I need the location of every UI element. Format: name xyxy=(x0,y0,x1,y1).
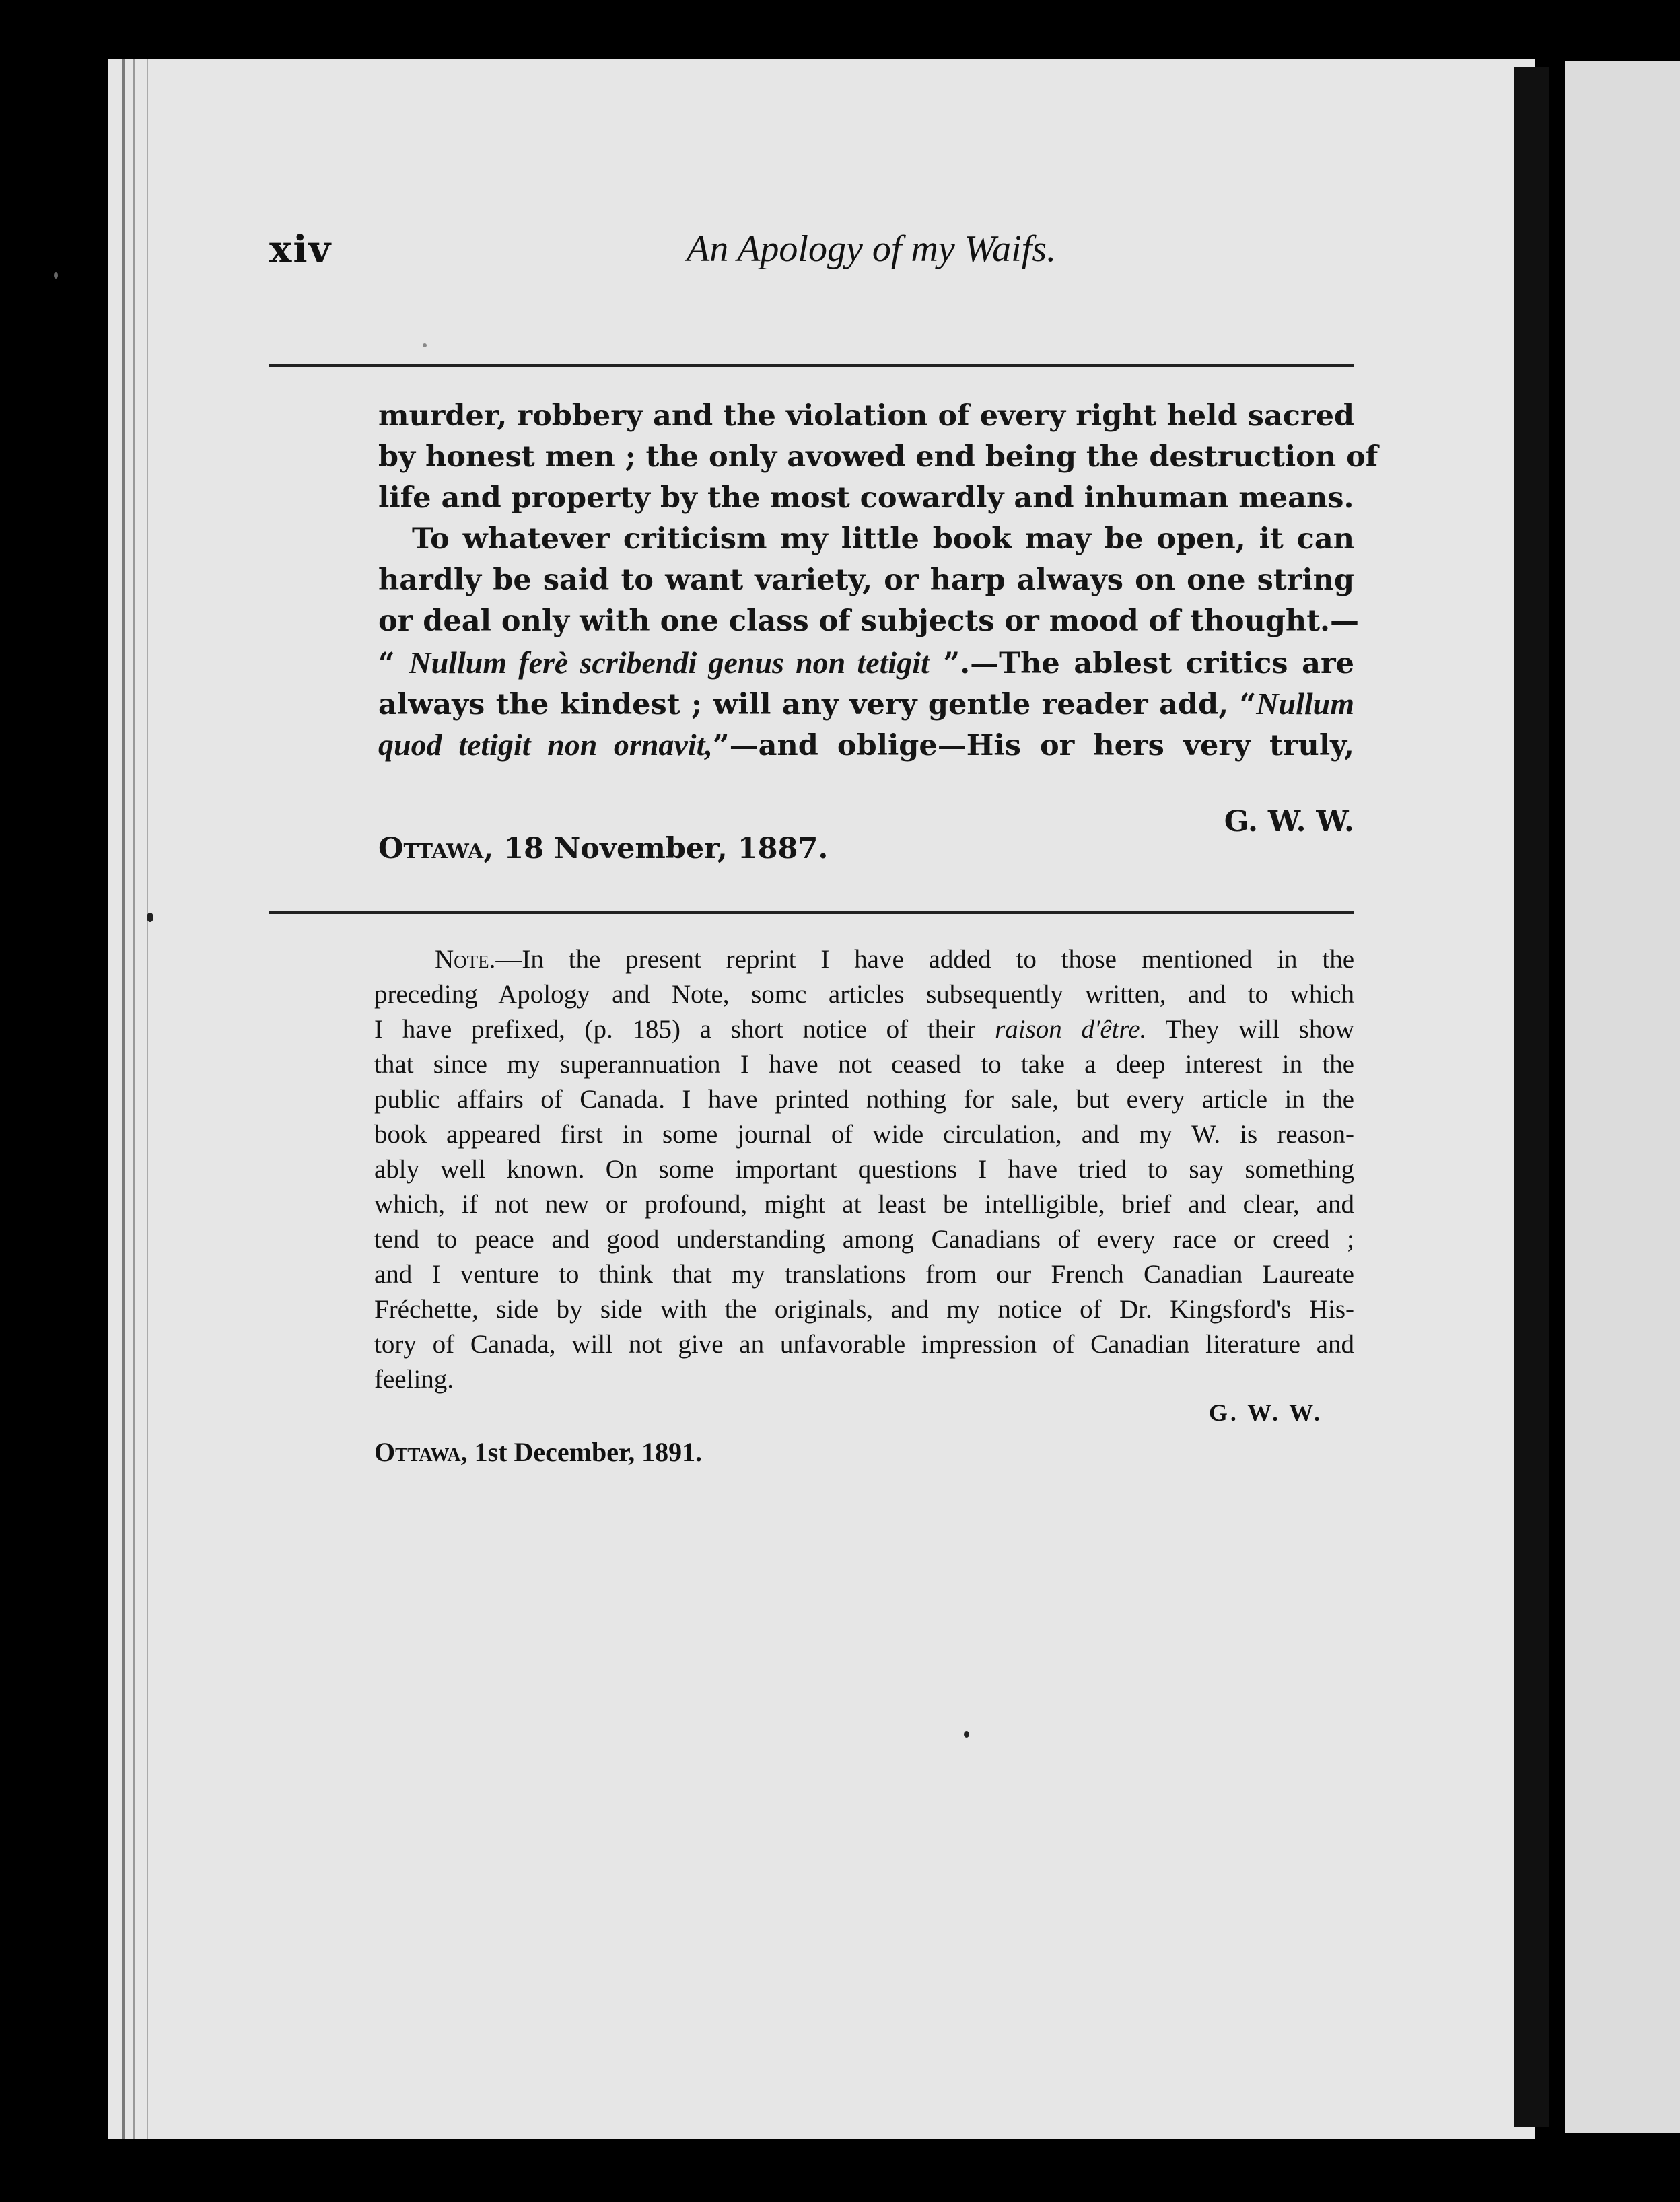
note-text xyxy=(374,942,1354,1397)
text-line: To whatever criticism my little book may be open, it can xyxy=(412,522,1354,556)
text-line xyxy=(378,683,1354,724)
text-line: by honest men ; the only avowed end being the destruction of xyxy=(378,440,1378,474)
open-quote: “ xyxy=(378,647,395,680)
dateline-date: 1st December, 1891. xyxy=(474,1437,703,1467)
text-line: life and property by the most cowardly and inhuman means. xyxy=(378,481,1354,515)
note-line: tory of Canada, will not give an unfavorable impression of Canadian literature and xyxy=(374,1330,1354,1359)
note-signature: G. W. W. xyxy=(1208,1399,1323,1426)
text-line xyxy=(378,724,1354,765)
text-line-latin-quote xyxy=(378,642,1354,683)
line-text: They will show xyxy=(1165,1015,1354,1044)
italic-phrase: raison d'être. xyxy=(995,1015,1147,1044)
line-text: always the kindest ; will any very gentle reader add, xyxy=(378,688,1229,721)
page-edge-line xyxy=(123,59,125,2139)
section-rule xyxy=(269,911,1354,914)
print-speck xyxy=(54,272,58,279)
line-text: I have prefixed, (p. 185) a short notice of their xyxy=(374,1015,976,1044)
page-edge-line xyxy=(147,59,148,2139)
print-speck xyxy=(964,1731,969,1738)
dateline-place: Ottawa, xyxy=(374,1437,468,1467)
running-title: An Apology of my Waifs. xyxy=(687,228,1057,270)
text-line: hardly be said to want variety, or harp always on one string xyxy=(378,563,1354,597)
signature: G. W. W. xyxy=(1224,805,1354,839)
note-line: and I venture to think that my translations from our French Canadian Laureate xyxy=(374,1260,1354,1289)
closing-text: ”—and oblige—His or hers very truly, xyxy=(712,729,1354,762)
latin-quote: Nullum ferè scribendi genus non tetigit xyxy=(409,645,930,680)
main-body-text xyxy=(378,396,1378,765)
note-line: that since my superannuation I have not ceased to take a deep interest in the xyxy=(374,1050,1354,1079)
header-rule xyxy=(269,364,1354,367)
dateline-place: Ottawa, xyxy=(378,832,494,865)
note-dateline xyxy=(374,1436,702,1468)
binding-shadow xyxy=(1514,67,1549,2127)
text-line: or deal only with one class of subjects or mood of thought.— xyxy=(378,604,1360,638)
note-line: ably well known. On some important questions I have tried to say something xyxy=(374,1155,1354,1184)
note-line: book appeared first in some journal of wide circulation, and my W. is reason- xyxy=(374,1120,1354,1149)
page-edge-line xyxy=(133,59,135,2139)
note-label: Note. xyxy=(435,945,496,974)
note-line: preceding Apology and Note, somc articles subsequently written, and to which xyxy=(374,980,1354,1009)
text-line: murder, robbery and the violation of every right held sacred xyxy=(378,399,1354,433)
dateline xyxy=(378,832,828,865)
note-line: public affairs of Canada. I have printed nothing for sale, but every article in the xyxy=(374,1085,1354,1114)
note-line: Fréchette, side by side with the originals, and my notice of Dr. Kingsford's His- xyxy=(374,1295,1354,1324)
print-speck xyxy=(423,343,427,347)
latin-word: Nullum xyxy=(1256,686,1354,721)
note-line: tend to peace and good understanding among Canadians of every race or creed ; xyxy=(374,1225,1354,1254)
note-line: feeling. xyxy=(374,1365,454,1394)
open-quote: “ xyxy=(1239,688,1257,721)
adjacent-page-edge xyxy=(1565,61,1680,2133)
quote-continuation: ”.—The ablest critics are xyxy=(943,647,1354,680)
note-line: which, if not new or profound, might at least be intelligible, brief and clear, and xyxy=(374,1190,1354,1219)
line-text: —In the present reprint I have added to those mentioned in the xyxy=(495,945,1354,974)
dateline-date: 18 November, 1887. xyxy=(503,832,829,865)
page-number: xiv xyxy=(269,227,332,272)
print-speck xyxy=(147,913,153,922)
note-line xyxy=(374,1012,1354,1047)
running-header xyxy=(269,227,1354,281)
latin-phrase: quod tetigit non ornavit, xyxy=(378,727,713,762)
note-line xyxy=(374,942,1354,977)
